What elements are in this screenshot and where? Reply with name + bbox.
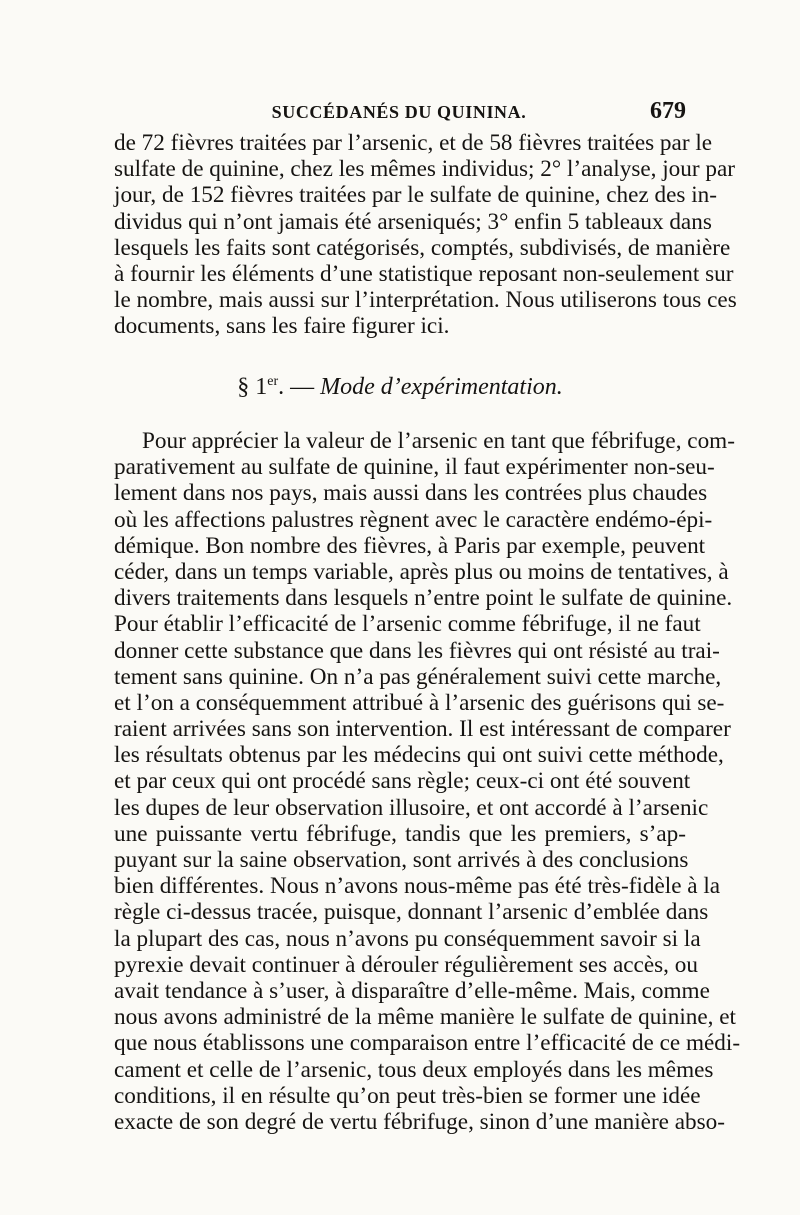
text-line: la plupart des cas, nous n’avons pu conséquemment savoir si la — [114, 925, 701, 952]
page-number: 679 — [650, 98, 686, 124]
text-line: règle ci-dessus tracée, puisque, donnant l’arsenic d’emblée dans — [114, 899, 709, 926]
text-line: et l’on a conséquemment attribué à l’arsenic des guérisons qui se- — [114, 689, 725, 716]
section-symbol: § 1 — [237, 374, 268, 400]
text-line: les dupes de leur observation illusoire, et ont accordé à l’arsenic — [114, 794, 709, 821]
text-line: parativement au sulfate de quinine, il faut expérimenter non-seu- — [114, 454, 715, 481]
text-line: et par ceux qui ont procédé sans règle; ceux-ci ont été souvent — [114, 768, 691, 795]
text-line: bien différentes. Nous n’avons nous-même pas été très-fidèle à la — [114, 873, 721, 900]
page-header — [112, 96, 686, 132]
text-line: démique. Bon nombre des fièvres, à Paris par exemple, peuvent — [114, 532, 706, 559]
text-line: conditions, il en résulte qu’on peut très-bien se former une idée — [114, 1082, 701, 1109]
text-line: documents, sans les faire figurer ici. — [114, 313, 450, 340]
text-line: raient arrivées sans son intervention. Il est intéressant de comparer — [114, 716, 731, 743]
text-line: divers traitements dans lesquels n’entre point le sulfate de quinine. — [114, 585, 733, 612]
text-line: le nombre, mais aussi sur l’interprétation. Nous utiliserons tous ces — [114, 287, 737, 314]
running-title: SUCCÉDANÉS DU QUININA. — [271, 102, 527, 122]
section-dash: . — — [278, 374, 321, 400]
text-line: tement sans quinine. On n’a pas généralement suivi cette marche, — [114, 663, 722, 690]
text-line: pyrexie devait continuer à dérouler régulièrement ses accès, ou — [114, 951, 698, 978]
text-line: de 72 fièvres traitées par l’arsenic, et de 58 fièvres traitées par le — [114, 130, 713, 156]
text-line: une puissante vertu fébrifuge, tandis que les premiers, s’ap- — [114, 820, 686, 847]
text-line: que nous établissons une comparaison entre l’efficacité de ce médi- — [114, 1030, 741, 1057]
text-line: jour, de 152 fièvres traitées par le sulfate de quinine, chez des in- — [114, 182, 717, 209]
text-line: nous avons administré de la même manière le sulfate de quinine, et — [114, 1004, 736, 1031]
text-line: dividus qui n’ont jamais été arseniqués; 3° enfin 5 tableaux dans — [114, 208, 712, 235]
text-line: céder, dans un temps variable, après plus ou moins de tentatives, à — [114, 558, 729, 585]
section-ordinal-suffix: er — [267, 374, 279, 389]
text-line: avait tendance à s’user, à disparaître d’elle-même. Mais, comme — [114, 977, 710, 1004]
text-line: à fournir les éléments d’une statistique reposant non-seulement sur — [114, 260, 734, 287]
section-heading — [114, 374, 686, 401]
section-title: Mode d’expérimentation. — [320, 374, 563, 400]
paragraph-1 — [114, 130, 737, 340]
paragraph-2 — [114, 428, 741, 1135]
text-line: sulfate de quinine, chez les mêmes individus; 2° l’analyse, jour par — [114, 156, 735, 183]
text-line: Pour apprécier la valeur de l’arsenic en tant que fébrifuge, com- — [142, 428, 735, 454]
text-line: lesquels les faits sont catégorisés, comptés, subdivisés, de manière — [114, 234, 731, 261]
text-line: les résultats obtenus par les médecins qui ont suivi cette méthode, — [114, 742, 724, 769]
text-line: donner cette substance que dans les fièvres qui ont résisté au trai- — [114, 637, 720, 664]
text-line: exacte de son degré de vertu fébrifuge, sinon d’une manière abso- — [114, 1108, 725, 1135]
text-line: lement dans nos pays, mais aussi dans les contrées plus chaudes — [114, 480, 708, 507]
text-line: Pour établir l’efficacité de l’arsenic comme fébrifuge, il ne faut — [114, 611, 701, 638]
text-line: puyant sur la saine observation, sont arrivés à des conclusions — [114, 847, 689, 873]
text-line: cament et celle de l’arsenic, tous deux employés dans les mêmes — [114, 1056, 714, 1083]
text-line: où les affections palustres règnent avec le caractère endémo-épi- — [114, 506, 713, 533]
